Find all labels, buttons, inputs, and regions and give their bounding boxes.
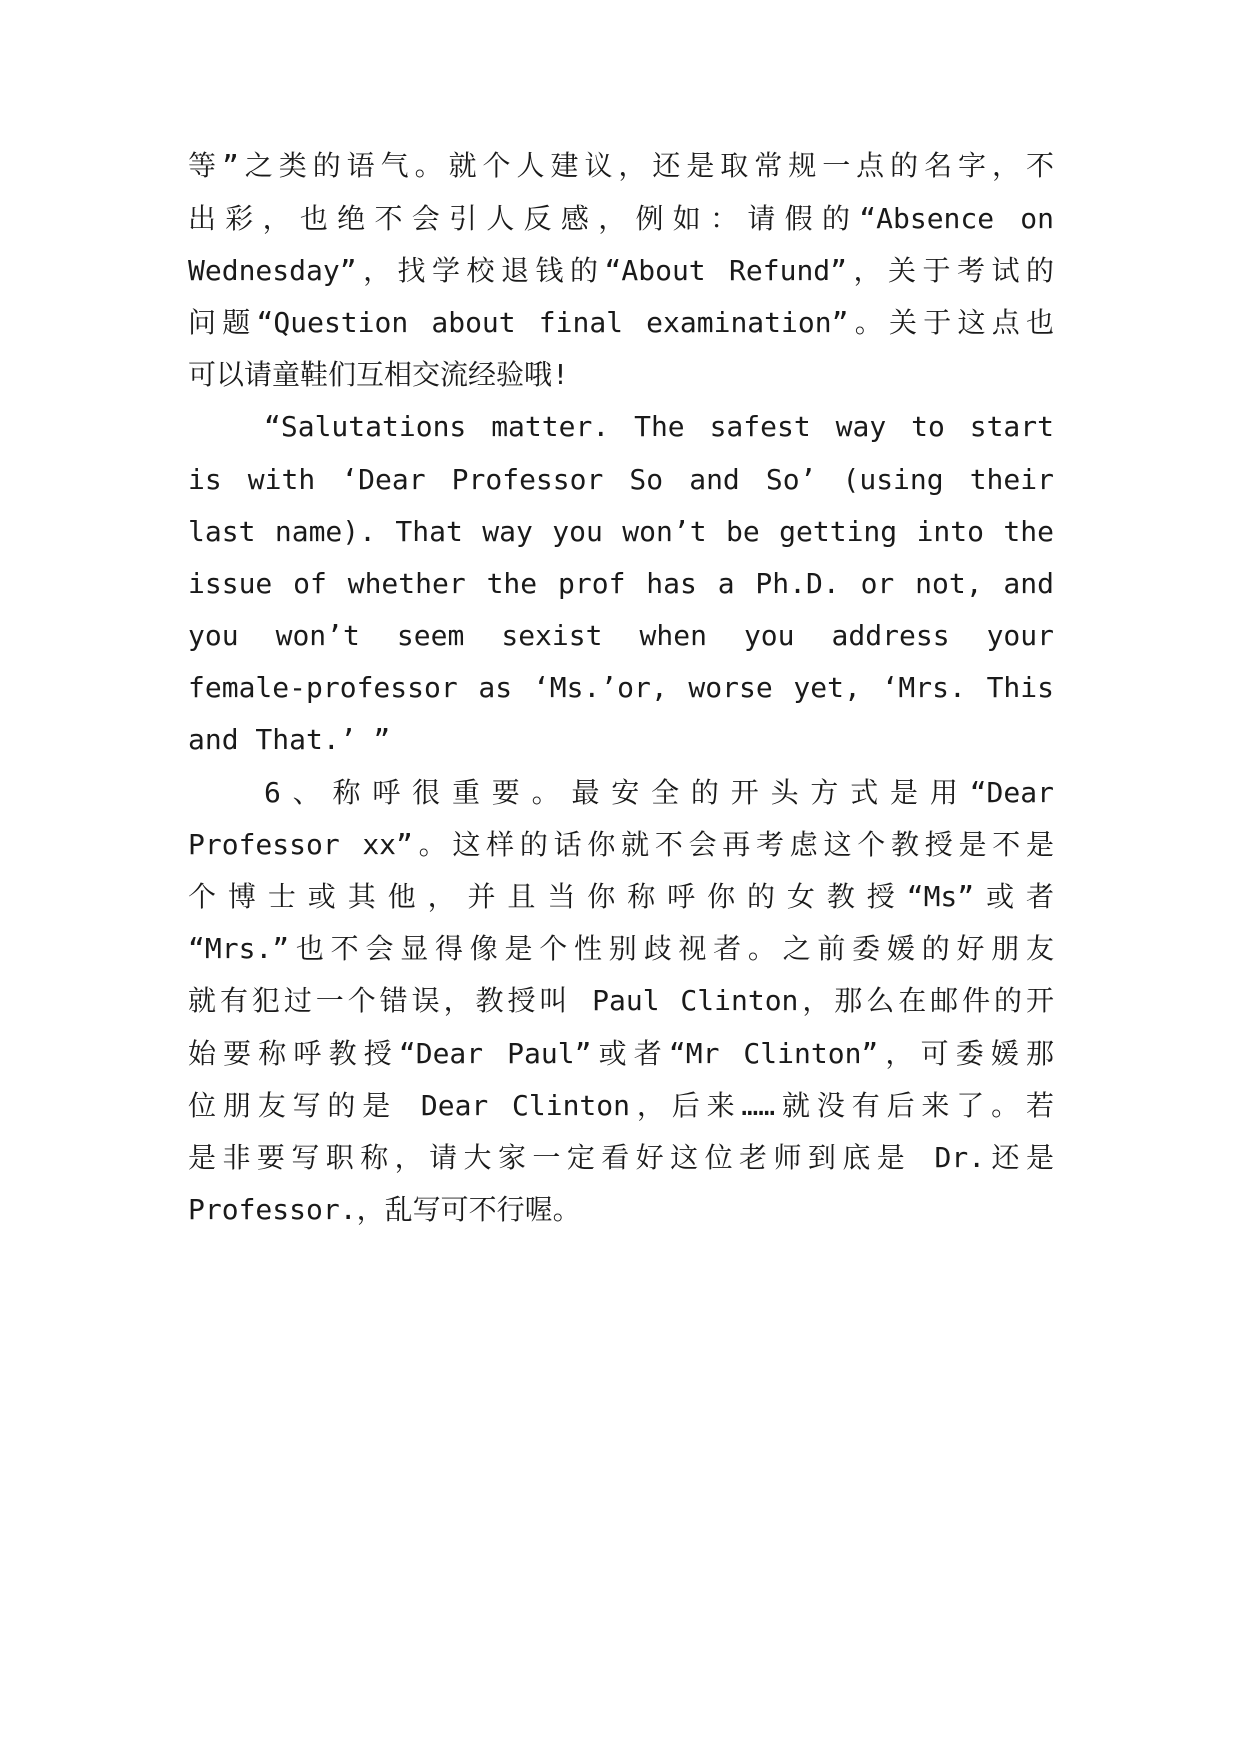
body-text-line: “Mrs.”也不会显得像是个性别歧视者。之前委媛的好朋友: [188, 932, 1054, 965]
quote-text-line: female-professor as ‘Ms.’or, worse yet, ‘Mrs. This: [188, 671, 1054, 704]
body-text-line: 6、称呼很重要。最安全的开头方式是用“Dear: [264, 776, 1054, 809]
quote-text-line: issue of whether the prof has a Ph.D. or not, and: [188, 567, 1054, 600]
body-text-line: 问题“Question about final examination”。关于这点也: [188, 306, 1054, 339]
quote-text-line: last name). That way you won’t be getting into the: [188, 515, 1054, 548]
body-text-line: 等”之类的语气。就个人建议，还是取常规一点的名字，不: [188, 149, 1054, 182]
quote-text-line: and That.’ ”: [188, 723, 391, 756]
quote-text-line: “Salutations matter. The safest way to start: [264, 410, 1054, 443]
body-text-line: 可以请童鞋们互相交流经验哦!: [188, 358, 569, 391]
quote-text-line: is with ‘Dear Professor So and So’ (using their: [188, 463, 1054, 496]
quote-text-line: you won’t seem sexist when you address your: [188, 619, 1054, 652]
body-text-line: Professor xx”。这样的话你就不会再考虑这个教授是不是: [188, 828, 1054, 861]
body-text-line: 是非要写职称，请大家一定看好这位老师到底是 Dr.还是: [188, 1141, 1054, 1174]
body-text-line: Professor.，乱写可不行喔。: [188, 1193, 581, 1226]
body-text-line: 出彩，也绝不会引人反感，例如：请假的“Absence on: [188, 202, 1054, 235]
body-text-line: 个博士或其他，并且当你称呼你的女教授“Ms”或者: [188, 880, 1054, 913]
body-text-line: 位朋友写的是 Dear Clinton，后来……就没有后来了。若: [188, 1089, 1054, 1122]
body-text-line: 就有犯过一个错误，教授叫 Paul Clinton，那么在邮件的开: [188, 984, 1054, 1017]
body-text-line: 始要称呼教授“Dear Paul”或者“Mr Clinton”，可委媛那: [188, 1037, 1054, 1070]
body-text-line: Wednesday”，找学校退钱的“About Refund”，关于考试的: [188, 254, 1054, 287]
